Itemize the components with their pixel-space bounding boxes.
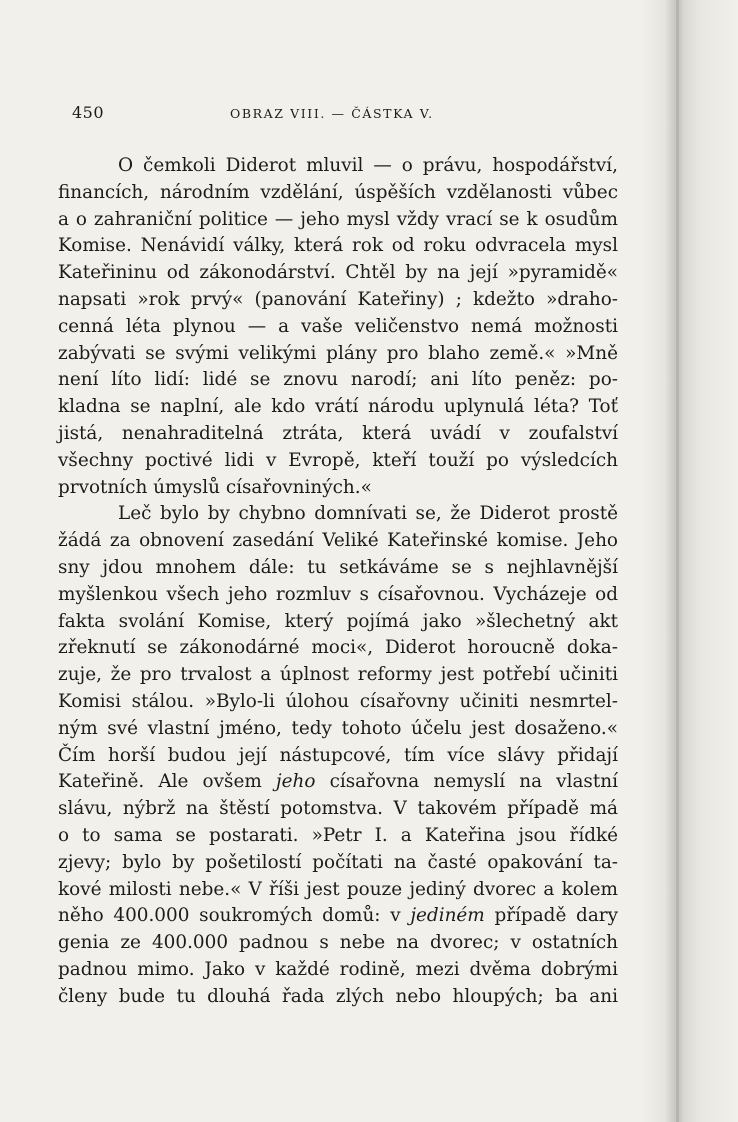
text-line: zjevy; bylo by pošetilostí počítati na časté opakování ta- [58,851,618,873]
text-line: padnou mimo. Jako v každé rodině, mezi dvěma dobrými [58,958,618,980]
text-line: Komisi stálou. »Bylo-li úlohou císařovny učiniti nesmrtel- [58,690,618,712]
running-head: OBRAZ VIII. — ČÁSTKA V. [230,106,434,121]
text-line: cenná léta plynou — a vaše veličenstvo nemá možnosti [58,315,618,337]
text-line: Komise. Nenávidí války, která rok od roku odvracela mysl [58,235,618,257]
text-fragment: císařovna nemyslí na vlastní [329,771,618,793]
text-fragment: případě dary [494,905,618,927]
text-line: není líto lidí: lidé se znovu narodí; ani líto peněz: po- [58,369,618,391]
text-line: zřeknutí se zákonodárné moci«, Diderot horoucně doka- [58,637,618,659]
text-line: o to sama se postarati. »Petr I. a Kateřina jsou řídké [58,824,618,846]
text-line: sny jdou mnohem dále: tu setkáváme se s nejhlavnější [58,556,618,578]
text-fragment: Kateřině. Ale ovšem [58,771,262,793]
text-line: napsati »rok prvý« (panování Kateřiny) ; kdežto »draho- [58,288,618,310]
text-line: zuje, že pro trvalost a úplnost reformy jest potřebí učiniti [58,664,618,686]
text-line: kladna se naplní, ale kdo vrátí národu uplynulá léta? Toť [58,396,618,418]
italic-word: jediném [410,905,485,927]
text-line: zabývati se svými velikými plány pro blaho země.« »Mně [58,342,618,364]
text-line: členy bude tu dlouhá řada zlých nebo hloupých; ba ani [58,985,618,1007]
text-line: slávu, nýbrž na štěstí potomstva. V takovém případě má [58,798,618,820]
page-gutter-edge [676,0,679,1122]
text-line: ným své vlastní jméno, tedy tohoto účelu jest dosaženo.« [58,717,618,739]
italic-word: jeho [275,771,316,793]
body-text [58,153,618,1011]
text-fragment: něho 400.000 soukromých domů: v [58,905,401,927]
text-line: Čím horší budou její nástupcové, tím více slávy přidají [58,744,618,766]
text-line: Leč bylo by chybno domnívati se, že Diderot prostě [118,503,618,525]
text-line: všechny poctivé lidi v Evropě, kteří touží po výsledcích [58,449,618,471]
text-line: fakta svolání Komise, který pojímá jako »šlechetný akt [58,610,618,632]
text-line: a o zahraniční politice — jeho mysl vždy vrací se k osudům [58,208,618,230]
text-line-with-italic [58,769,618,796]
text-line: kové milosti nebe.« V říši jest pouze jediný dvorec a kolem [58,878,618,900]
text-line: jistá, nenahraditelná ztráta, která uvádí v zoufalství [58,422,618,444]
page-number: 450 [72,103,105,122]
text-line: žádá za obnovení zasedání Veliké Kateřinské komise. Jeho [58,530,618,552]
text-line: financích, národním vzdělání, úspěších vzdělanosti vůbec [58,181,618,203]
text-line: myšlenkou všech jeho rozmluv s císařovnou. Vycházeje od [58,583,618,605]
text-line-with-italic [58,903,618,930]
text-line: O čemkoli Diderot mluvil — o právu, hospodářství, [118,155,618,176]
text-line: Kateřininu od zákonodárství. Chtěl by na její »pyramidě« [58,262,618,284]
text-line: prvotních úmyslů císařovniných.« [58,476,372,498]
page-header [72,103,652,123]
text-line: genia ze 400.000 padnou s nebe na dvorec; v ostatních [58,932,618,954]
